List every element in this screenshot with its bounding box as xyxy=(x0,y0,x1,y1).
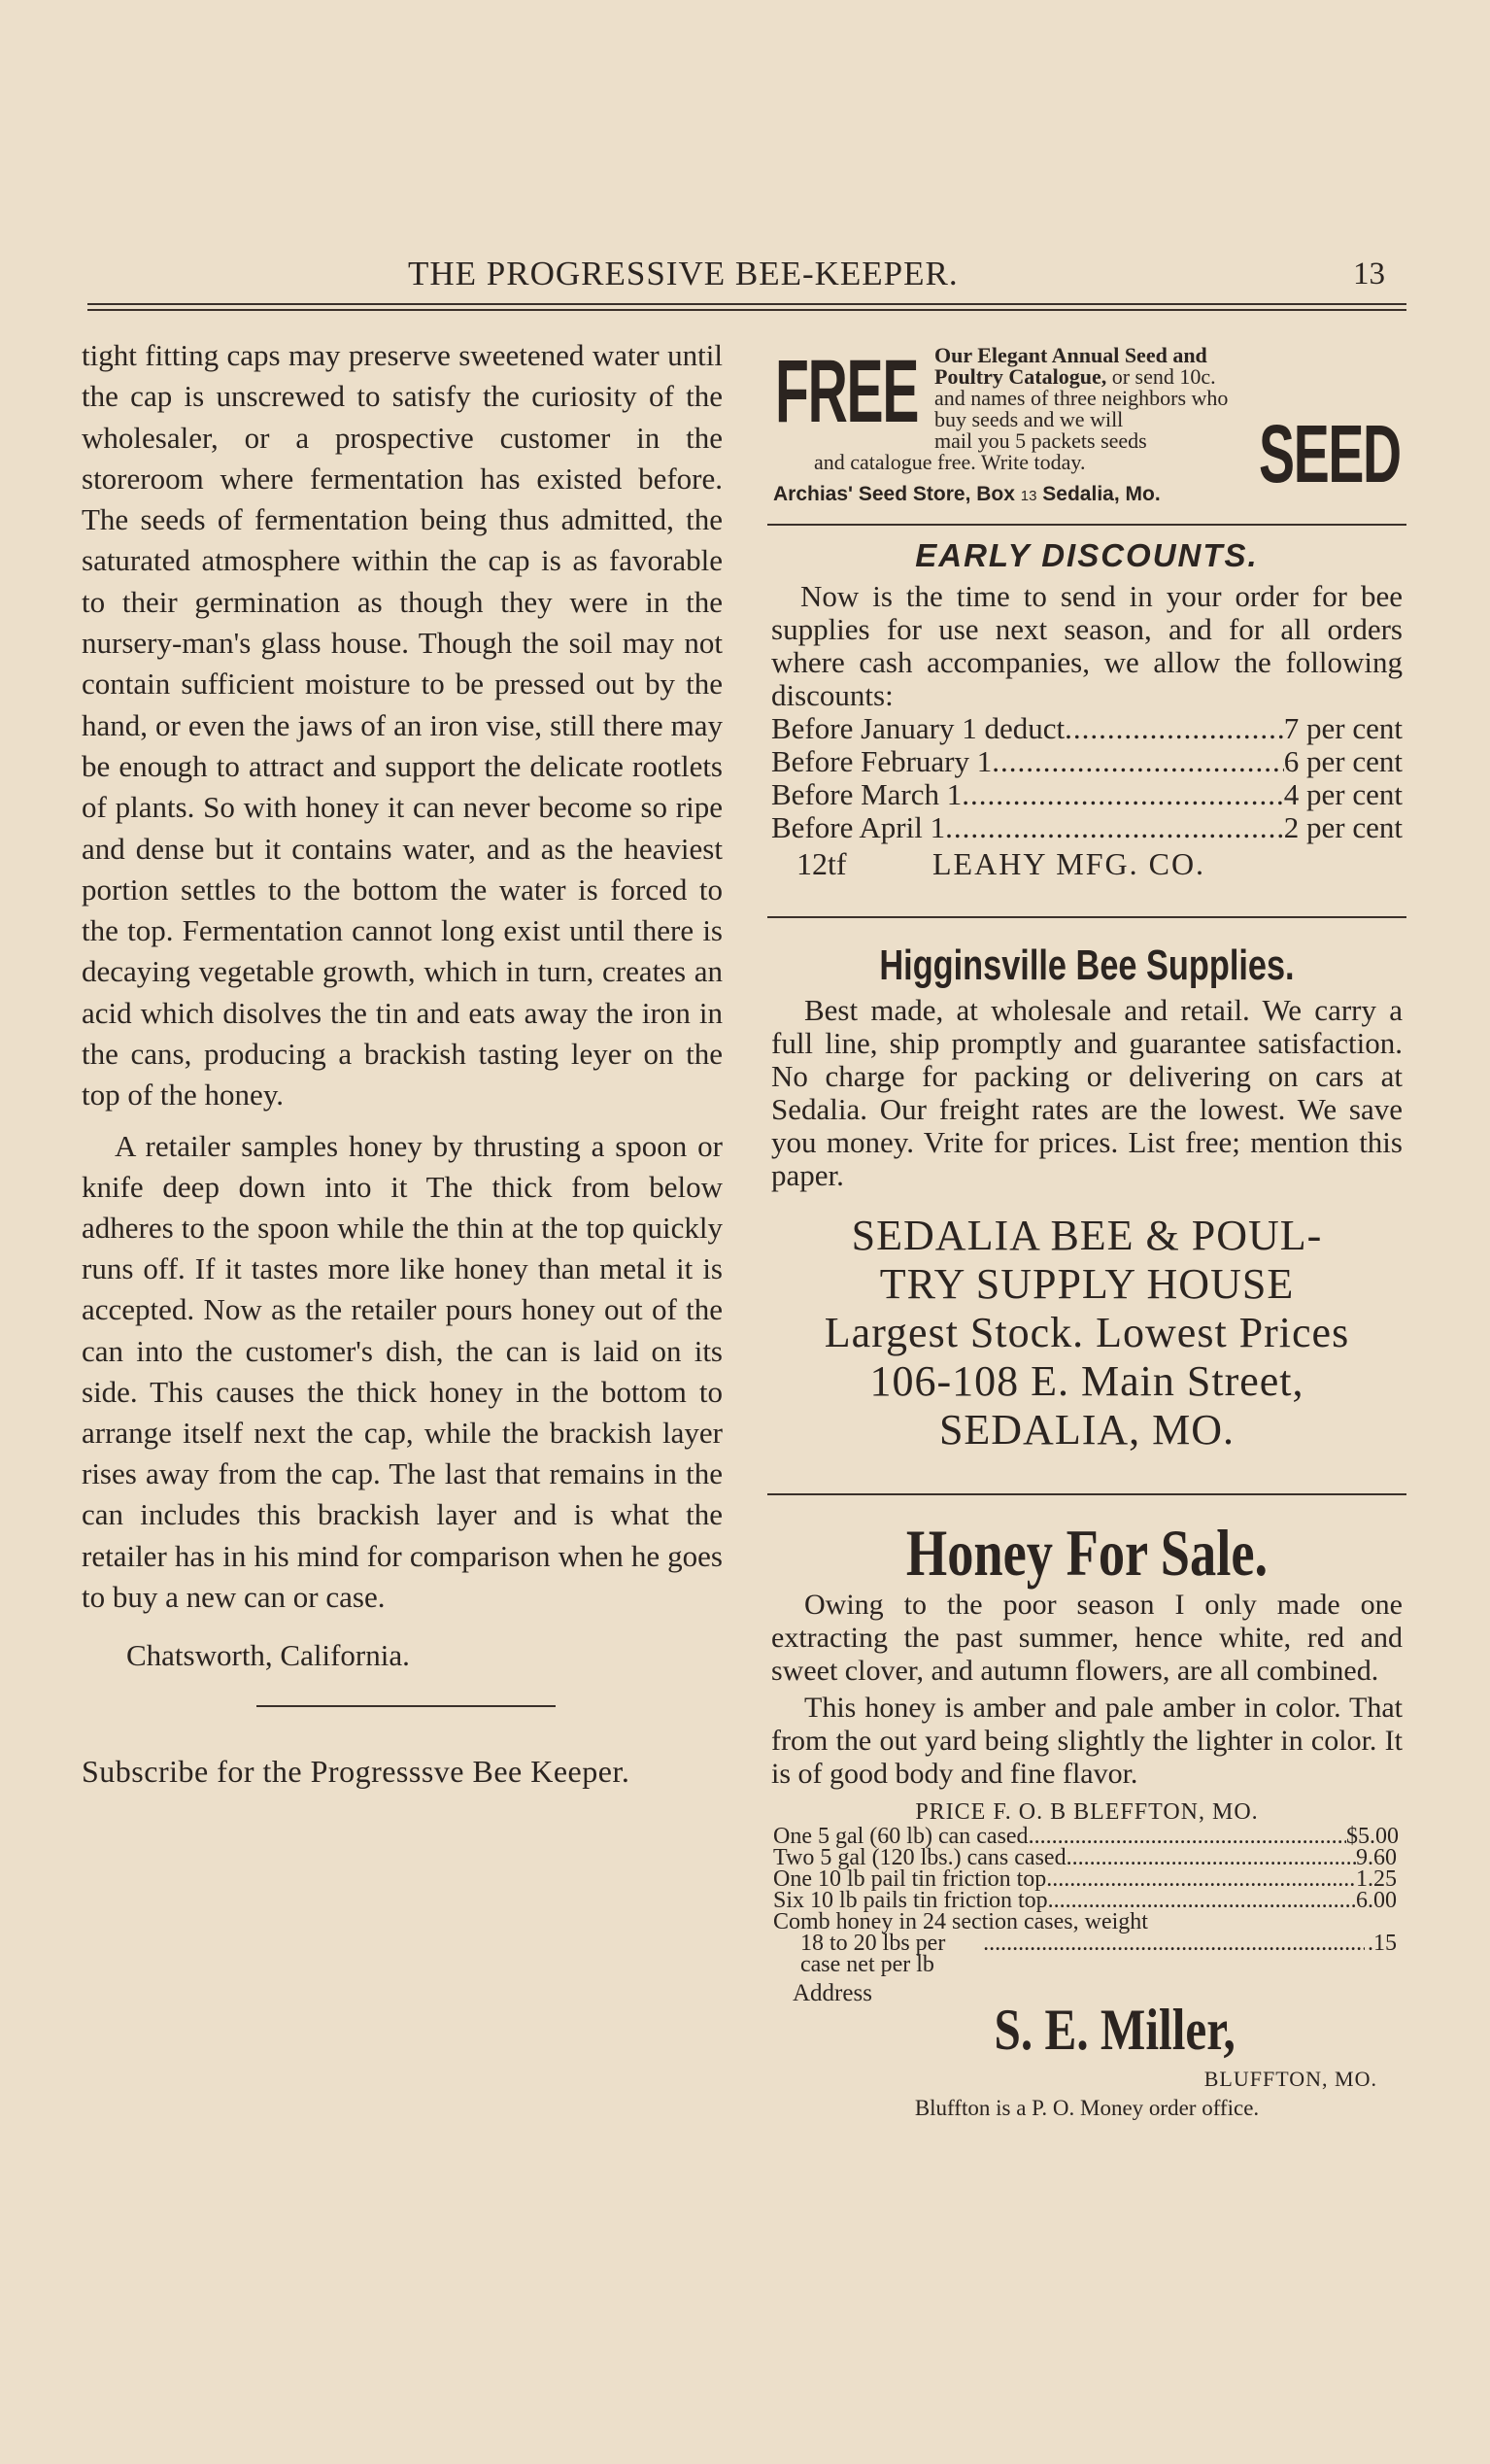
advertisement-column xyxy=(767,335,1406,2121)
divider xyxy=(767,916,1406,918)
price-row: Two 5 gal (120 lbs.) cans cased ..... 9.60 xyxy=(767,1847,1406,1868)
supply-house-name: SEDALIA BEE & POUL- TRY SUPPLY HOUSE Largest Stock. Lowest Prices 106-108 E. Main Street, SEDALIA, MO. xyxy=(824,1212,1350,1454)
honey-sale-title: Honey For Sale. xyxy=(905,1516,1269,1590)
header-rule xyxy=(87,303,1406,311)
seed-ad-text: Poultry Catalogue, or send 10c. xyxy=(934,364,1216,389)
higginsville-ad xyxy=(767,941,1406,1454)
article-paragraph: A retailer samples honey by thrusting a spoon or knife deep down into it The thick from below adheres to the spoon while the thin at the top quickly runs off. If it tastes more like honey than metal it is accepted. Now as the retailer pours honey out of the can into the customer's dish, the can is laid on its side. This causes the thick honey in the bottom to arrange itself next the cap, while the brackish layer rises away from the cap. The last that remains in the can includes this brackish layer and is what the retailer has in his mind for comparison when he goes to buy a new can or case. xyxy=(82,1128,723,1614)
subscribe-notice: Subscribe for the Progresssve Bee Keeper. xyxy=(82,1754,630,1790)
price-row: One 10 lb pail tin friction top ..... 1.25 xyxy=(767,1868,1406,1890)
seed-store-ad xyxy=(767,335,1406,505)
article-column xyxy=(82,335,723,1793)
divider xyxy=(256,1705,556,1707)
discount-row: Before March 1 ..... 4 per cent xyxy=(767,778,1406,811)
seller-name: S. E. Miller, xyxy=(994,1998,1236,2062)
early-discounts-ad xyxy=(767,537,1406,883)
seed-ad-text: mail you 5 packets seeds xyxy=(934,428,1147,453)
honey-sale-body: This honey is amber and pale amber in color. That from the out yard being slightly the lighter in color. It is of good body and fine flavor. xyxy=(771,1692,1403,1790)
money-order-note: Bluffton is a P. O. Money order office. xyxy=(914,2096,1260,2120)
honey-sale-body: Owing to the poor season I only made one extracting the past summer, hence white, red and sweet clover, and autumn flowers, are all combined. xyxy=(771,1589,1403,1687)
price-row: One 5 gal (60 lb) can cased ..... $5.00 xyxy=(767,1826,1406,1847)
seed-ad-text: Our Elegant Annual Seed and xyxy=(934,343,1207,367)
article-paragraph: tight fitting caps may preserve sweetened water until the cap is unscrewed to satisfy the curiosity of the wholesaler, or a prospective customer in the storeroom where fermentation has existed before. The seeds of fermentation being thus admitted, the saturated atmosphere within the cap is as favorable to their germination as though they were in the nursery-man's glass house. Though the soil may not contain sufficient moisture to be pressed out by the hand, or even the jaws of an iron vise, still there may be enough to attract and support the delicate rootlets of plants. So with honey it can never become so ripe and dense but it contains water, and as the heaviest portion settles to the bottom the water is forced to the top. Fermentation cannot long exist until there is decaying vegetable growth, which in turn, creates an acid which disolves the tin and eats away the iron in the cans, producing a brackish tasting leyer on the top of the honey. xyxy=(82,338,723,1112)
honey-sale-ad xyxy=(767,1517,1406,2121)
page-header xyxy=(85,255,1406,299)
running-title: THE PROGRESSIVE BEE-KEEPER. xyxy=(408,255,959,292)
price-row: Six 10 lb pails tin friction top ..... 6.00 xyxy=(767,1890,1406,1911)
discount-row: Before February 1 ..... 6 per cent xyxy=(767,745,1406,778)
article-signoff: Chatsworth, California. xyxy=(126,1638,410,1673)
seed-store-address: Archias' Seed Store, Box 13 Sedalia, Mo. xyxy=(773,483,1161,505)
seed-ad-text: and catalogue free. Write today. xyxy=(814,450,1086,474)
divider xyxy=(767,524,1406,526)
discount-row: Before April 1 ..... 2 per cent xyxy=(767,811,1406,844)
early-discounts-title: EARLY DISCOUNTS. xyxy=(915,537,1259,573)
higginsville-body: Best made, at wholesale and retail. We carry a full line, ship promptly and guarantee satisfaction. No charge for packing or delivering on cars at Sedalia. Our freight rates are the lowest. We save you money. Vrite for prices. List free; mention this paper. xyxy=(771,993,1403,1192)
price-row: Comb honey in 24 section cases, weight 18 to 20 lbs per case net per lb ..... .15 xyxy=(767,1911,1406,1975)
seed-headline: SEED xyxy=(1259,408,1401,499)
discount-row: Before January 1 deduct ..... 7 per cent xyxy=(767,712,1406,745)
early-discounts-body: Now is the time to send in your order for bee supplies for use next season, and for all orders where cash accompanies, we allow the following discounts: xyxy=(771,579,1403,712)
higginsville-title: Higginsville Bee Supplies. xyxy=(879,941,1295,989)
page-number: 13 xyxy=(1353,257,1385,291)
seller-location: BLUFFTON, MO. xyxy=(1203,2067,1377,2091)
address-label: Address xyxy=(793,1980,872,2006)
early-discounts-signature: 12tf LEAHY MFG. CO. xyxy=(796,846,1206,881)
divider xyxy=(767,1493,1406,1495)
free-headline: FREE xyxy=(775,342,919,441)
seed-ad-text: buy seeds and we will xyxy=(934,407,1124,431)
price-heading: PRICE F. O. B BLEFFTON, MO. xyxy=(915,1799,1259,1825)
seed-ad-text: and names of three neighbors who xyxy=(934,386,1229,410)
